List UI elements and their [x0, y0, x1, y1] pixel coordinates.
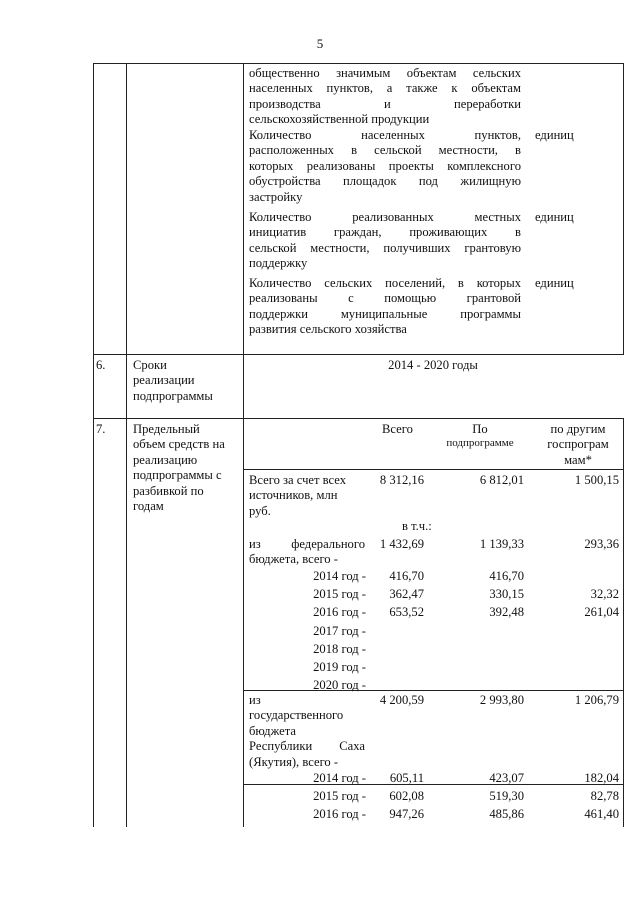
indicator-line: реализованы с помощью грантовой	[249, 291, 521, 306]
state-year-subprogram: 485,86	[489, 807, 524, 822]
federal-year-label: 2016 год -	[313, 605, 366, 620]
indicator-line: населенных пунктов, а также к объектам	[249, 81, 521, 96]
indicator-line: сельской местности, получивших грантовую	[249, 240, 521, 255]
state-year-subprogram: 519,30	[489, 789, 524, 804]
state-label-line: из	[249, 693, 261, 707]
indicator-line: поддержку	[249, 256, 308, 271]
state-year-subprogram: 423,07	[489, 771, 524, 785]
federal-year-total: 653,52	[389, 605, 424, 620]
state-total: 4 200,59	[379, 693, 424, 707]
indicator-line: производства и переработки	[249, 96, 521, 111]
all-sources-subprogram: 6 812,01	[479, 473, 524, 487]
state-year-other: 82,78	[590, 789, 619, 804]
federal-other: 293,36	[584, 537, 619, 551]
state-year-other: 182,04	[584, 771, 619, 785]
including-label: в т.ч.:	[402, 519, 432, 533]
indicator-line: застройку	[249, 189, 303, 204]
all-sources-total: 8 312,16	[379, 473, 424, 487]
header-other-line: по другим	[550, 422, 606, 436]
federal-year-label: 2017 год -	[313, 623, 366, 638]
state-year-label: 2016 год -	[313, 807, 366, 822]
header-other-programs	[534, 422, 622, 468]
header-subprogram-line: подпрограмме	[446, 437, 514, 450]
federal-year-other: 261,04	[584, 605, 619, 620]
state-other: 1 206,79	[574, 693, 619, 707]
state-label-line: Республики Саха	[249, 739, 365, 754]
indicator-text	[249, 276, 521, 338]
federal-year-subprogram: 392,48	[489, 605, 524, 620]
indicator-unit: единиц	[535, 128, 574, 142]
state-year-total: 947,26	[389, 807, 424, 822]
row7-label-line: Предельный	[133, 422, 200, 436]
row7-label-line: разбивкой по	[133, 483, 204, 498]
indicator-line: общественно значимым объектам сельских	[249, 66, 521, 80]
all-sources-other: 1 500,15	[574, 473, 619, 487]
row6-label-line: реализации	[133, 373, 195, 388]
row7-label-line: реализацию	[133, 452, 198, 467]
row6-label-line: подпрограммы	[133, 388, 213, 403]
all-sources-label	[249, 473, 374, 519]
indicator-text	[249, 66, 521, 128]
page-number: 5	[316, 36, 324, 51]
state-year-total: 605,11	[389, 771, 424, 785]
federal-year-label: 2020 год -	[313, 678, 366, 693]
header-other-line: госпрограм	[547, 437, 609, 452]
row6-number: 6.	[96, 358, 106, 372]
federal-year-subprogram: 330,15	[489, 587, 524, 602]
federal-year-other: 32,32	[590, 587, 619, 602]
state-year-label: 2014 год -	[313, 771, 366, 785]
federal-label-line: из федерального	[249, 537, 365, 551]
all-sources-label-line: источников, млн	[249, 488, 338, 503]
all-sources-label-line: Всего за счет всех	[249, 473, 346, 487]
state-label-line: государственного	[249, 708, 344, 723]
indicator-line: Количество населенных пунктов,	[249, 128, 521, 142]
federal-year-label: 2019 год -	[313, 660, 366, 674]
row7-label-line: объем средств на	[133, 437, 225, 452]
indicator-line: сельскохозяйственной продукции	[249, 112, 430, 127]
indicator-line: которых реализованы проекты комплексного	[249, 158, 521, 173]
federal-year-label: 2018 год -	[313, 641, 366, 656]
federal-subprogram: 1 139,33	[479, 537, 524, 551]
row6-label-line: Сроки	[133, 358, 167, 372]
indicator-unit: единиц	[535, 210, 574, 224]
state-label-line: (Якутия), всего -	[249, 754, 339, 769]
federal-year-label: 2015 год -	[313, 587, 366, 602]
federal-total: 1 432,69	[379, 537, 424, 551]
header-subprogram-line: По	[472, 422, 488, 436]
indicator-line: Количество реализованных местных	[249, 210, 521, 224]
state-budget-label	[249, 693, 365, 770]
row6-label	[133, 358, 241, 404]
state-year-other: 461,40	[584, 807, 619, 822]
row7-label-line: годам	[133, 499, 164, 514]
federal-year-subprogram: 416,70	[489, 569, 524, 583]
state-year-label: 2015 год -	[313, 789, 366, 804]
header-subprogram	[430, 422, 530, 450]
indicator-text	[249, 210, 521, 272]
indicator-line: инициатив граждан, проживающих в	[249, 225, 521, 240]
row6-value: 2014 - 2020 годы	[388, 358, 478, 372]
indicator-unit: единиц	[535, 276, 574, 290]
state-label-line: бюджета	[249, 723, 296, 738]
all-sources-label-line: руб.	[249, 503, 271, 518]
header-other-line: мам*	[564, 452, 592, 467]
indicator-line: поддержки муниципальные программы	[249, 306, 521, 321]
indicator-line: Количество сельских поселений, в которых	[249, 276, 521, 290]
row7-label-line: подпрограммы с	[133, 468, 222, 483]
indicator-line: развития сельского хозяйства	[249, 322, 407, 337]
row7-number: 7.	[96, 422, 106, 436]
indicator-text	[249, 128, 521, 205]
state-year-total: 602,08	[389, 789, 424, 804]
indicator-line: расположенных в сельской местности, в	[249, 143, 521, 158]
federal-year-total: 416,70	[389, 569, 424, 583]
federal-year-total: 362,47	[389, 587, 424, 602]
indicator-line: обустройства площадок под жилищную	[249, 174, 521, 189]
federal-label-line: бюджета, всего -	[249, 552, 338, 567]
header-total: Всего	[382, 422, 413, 436]
federal-year-label: 2014 год -	[313, 569, 366, 583]
row7-label	[133, 422, 241, 514]
state-subprogram: 2 993,80	[479, 693, 524, 707]
federal-budget-label	[249, 537, 365, 568]
